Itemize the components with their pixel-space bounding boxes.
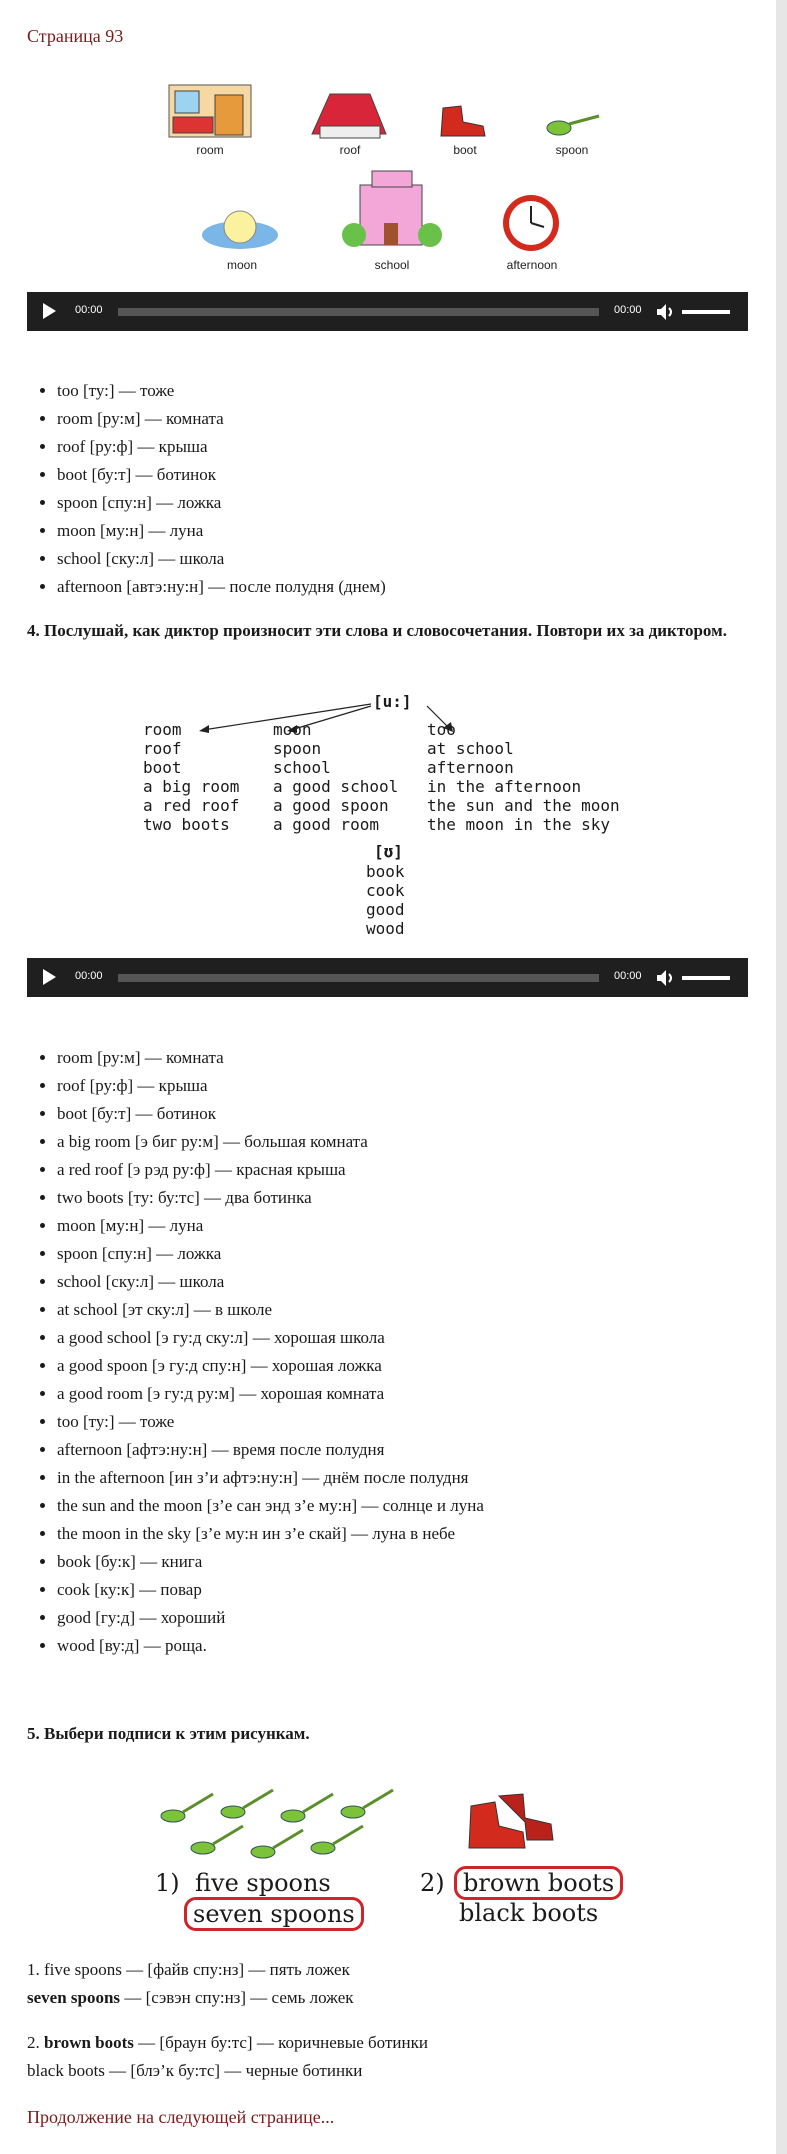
list-item: • a good spoon [э гу:д спу:н] — хорошая ложка bbox=[57, 1352, 484, 1380]
list-item: • the sun and the moon [з’е сан энд з’е му:н] — солнце и луна bbox=[57, 1492, 484, 1520]
answer-2-prefix: 2. bbox=[27, 2033, 44, 2052]
caption-roof: roof bbox=[339, 143, 361, 157]
volume-slider[interactable] bbox=[682, 976, 730, 980]
current-time: 00:00 bbox=[75, 304, 103, 316]
roof-illustration bbox=[308, 90, 390, 140]
list-item: • at school [эт ску:л] — в школе bbox=[57, 1296, 484, 1324]
page-edge bbox=[776, 0, 787, 2154]
scheme-word: boot bbox=[143, 758, 182, 777]
list-item: • a big room [э биг ру:м] — большая комната bbox=[57, 1128, 484, 1156]
list-item: • roof [ру:ф] — крыша bbox=[57, 433, 386, 461]
scheme-column-3 bbox=[427, 720, 620, 834]
scheme-column-4 bbox=[366, 862, 405, 938]
scheme-word: moon bbox=[273, 720, 312, 739]
clock-illustration bbox=[500, 192, 562, 254]
scheme-word: school bbox=[273, 758, 331, 777]
list-item: • spoon [спу:н] — ложка bbox=[57, 489, 386, 517]
caption-spoon: spoon bbox=[555, 143, 589, 157]
school-illustration bbox=[342, 165, 442, 255]
task-4-heading: 4. Послушай, как диктор произносит эти слова и словосочетания. Повтори их за диктором. bbox=[27, 621, 727, 640]
answer-2-rest: — [браун бу:тс] — коричневые ботинки bbox=[133, 2033, 428, 2052]
scheme-column-2 bbox=[273, 720, 398, 834]
list-item: • room [ру:м] — комната bbox=[57, 405, 386, 433]
scheme-word: a good school bbox=[273, 777, 399, 796]
scheme-word: afternoon bbox=[427, 758, 514, 777]
volume-icon[interactable] bbox=[655, 968, 675, 988]
list-item: • good [гу:д] — хороший bbox=[57, 1604, 484, 1632]
scheme-word: wood bbox=[366, 919, 405, 938]
progress-track[interactable] bbox=[118, 974, 599, 982]
list-item: • too [ту:] — тоже bbox=[57, 377, 386, 405]
page-heading-link[interactable]: Страница 93 bbox=[27, 26, 124, 46]
list-item: • a red roof [э рэд ру:ф] — красная крыша bbox=[57, 1156, 484, 1184]
list-item: • school [ску:л] — школа bbox=[57, 1268, 484, 1296]
vocabulary-list-2 bbox=[27, 1044, 484, 1660]
answer-1-rest: — [сэвэн спу:нз] — семь ложек bbox=[120, 1988, 354, 2007]
answer-1-line-2 bbox=[27, 1988, 354, 2008]
room-illustration bbox=[165, 75, 255, 141]
short-u-symbol: [ʊ] bbox=[374, 842, 403, 861]
scheme-word: book bbox=[366, 862, 405, 881]
total-time: 00:00 bbox=[614, 970, 642, 982]
play-icon[interactable] bbox=[43, 303, 56, 319]
list-item: • roof [ру:ф] — крыша bbox=[57, 1072, 484, 1100]
continue-link[interactable]: Продолжение на следующей странице... bbox=[27, 2107, 335, 2127]
scheme-word: spoon bbox=[273, 739, 322, 758]
list-item: • school [ску:л] — школа bbox=[57, 545, 386, 573]
play-icon[interactable] bbox=[43, 969, 56, 985]
audio-player bbox=[27, 958, 748, 997]
scheme-column-1 bbox=[143, 720, 239, 834]
caption-afternoon: afternoon bbox=[506, 258, 558, 272]
progress-track[interactable] bbox=[118, 308, 599, 316]
list-item: • in the afternoon [ин з’и афтэ:ну:н] — днём после полудня bbox=[57, 1464, 484, 1492]
scheme-word: cook bbox=[366, 881, 405, 900]
scheme-word: at school bbox=[427, 739, 514, 758]
list-item: • moon [му:н] — луна bbox=[57, 1212, 484, 1240]
caption-boot: boot bbox=[453, 143, 477, 157]
spoon-illustration bbox=[545, 112, 603, 138]
answer-2-line-1 bbox=[27, 2033, 428, 2053]
spoons-illustration bbox=[155, 1782, 405, 1864]
list-item: • boot [бу:т] — ботинок bbox=[57, 461, 386, 489]
volume-icon[interactable] bbox=[655, 302, 675, 322]
list-item: • wood [ву:д] — роща. bbox=[57, 1632, 484, 1660]
long-u-symbol: [u:] bbox=[373, 692, 412, 711]
scheme-word: roof bbox=[143, 739, 182, 758]
list-item: • afternoon [афтэ:ну:н] — время после полудня bbox=[57, 1436, 484, 1464]
list-item: • two boots [ту: бу:тс] — два ботинка bbox=[57, 1184, 484, 1212]
list-item: • the moon in the sky [з’е му:н ин з’е скай] — луна в небе bbox=[57, 1520, 484, 1548]
scheme-word: the sun and the moon bbox=[427, 796, 620, 815]
scheme-word: good bbox=[366, 900, 405, 919]
total-time: 00:00 bbox=[614, 304, 642, 316]
scheme-word: too bbox=[427, 720, 456, 739]
list-item: • a good room [э гу:д ру:м] — хорошая комната bbox=[57, 1380, 484, 1408]
option-number-2: 2) bbox=[420, 1869, 445, 1897]
list-item: • moon [му:н] — луна bbox=[57, 517, 386, 545]
caption-school: school bbox=[374, 258, 410, 272]
option-five-spoons: five spoons bbox=[195, 1869, 331, 1897]
list-item: • afternoon [автэ:ну:н] — после полудня (днем) bbox=[57, 573, 386, 601]
scheme-word: a red roof bbox=[143, 796, 240, 815]
list-item: • book [бу:к] — книга bbox=[57, 1548, 484, 1576]
list-item: • room [ру:м] — комната bbox=[57, 1044, 484, 1072]
current-time: 00:00 bbox=[75, 970, 103, 982]
option-brown-boots-selected: brown boots bbox=[454, 1866, 623, 1900]
option-number-1: 1) bbox=[155, 1869, 180, 1897]
task-5-heading: 5. Выбери подписи к этим рисункам. bbox=[27, 1724, 310, 1743]
boot-illustration bbox=[437, 100, 489, 140]
scheme-word: the moon in the sky bbox=[427, 815, 611, 834]
vocabulary-list-1 bbox=[27, 377, 386, 601]
caption-moon: moon bbox=[226, 258, 258, 272]
audio-player bbox=[27, 292, 748, 331]
scheme-word: a good spoon bbox=[273, 796, 389, 815]
caption-room: room bbox=[196, 143, 224, 157]
scheme-word: two boots bbox=[143, 815, 230, 834]
scheme-word: in the afternoon bbox=[427, 777, 582, 796]
moon-illustration bbox=[200, 205, 280, 255]
list-item: • boot [бу:т] — ботинок bbox=[57, 1100, 484, 1128]
scheme-word: a good room bbox=[273, 815, 379, 834]
list-item: • a good school [э гу:д ску:л] — хорошая школа bbox=[57, 1324, 484, 1352]
scheme-word: a big room bbox=[143, 777, 240, 796]
boots-illustration bbox=[465, 1792, 557, 1854]
list-item: • spoon [спу:н] — ложка bbox=[57, 1240, 484, 1268]
volume-slider[interactable] bbox=[682, 310, 730, 314]
answer-1-bold: seven spoons bbox=[27, 1988, 121, 2007]
answer-2-bold: brown boots bbox=[44, 2033, 134, 2052]
option-seven-spoons-selected: seven spoons bbox=[184, 1897, 364, 1931]
option-black-boots: black boots bbox=[459, 1899, 599, 1927]
list-item: • cook [ку:к] — повар bbox=[57, 1576, 484, 1604]
answer-1-line-1: 1. five spoons — [файв спу:нз] — пять ложек bbox=[27, 1960, 350, 1979]
list-item: • too [ту:] — тоже bbox=[57, 1408, 484, 1436]
scheme-word: room bbox=[143, 720, 182, 739]
answer-2-line-2: black boots — [блэ’к бу:тс] — черные ботинки bbox=[27, 2061, 363, 2080]
